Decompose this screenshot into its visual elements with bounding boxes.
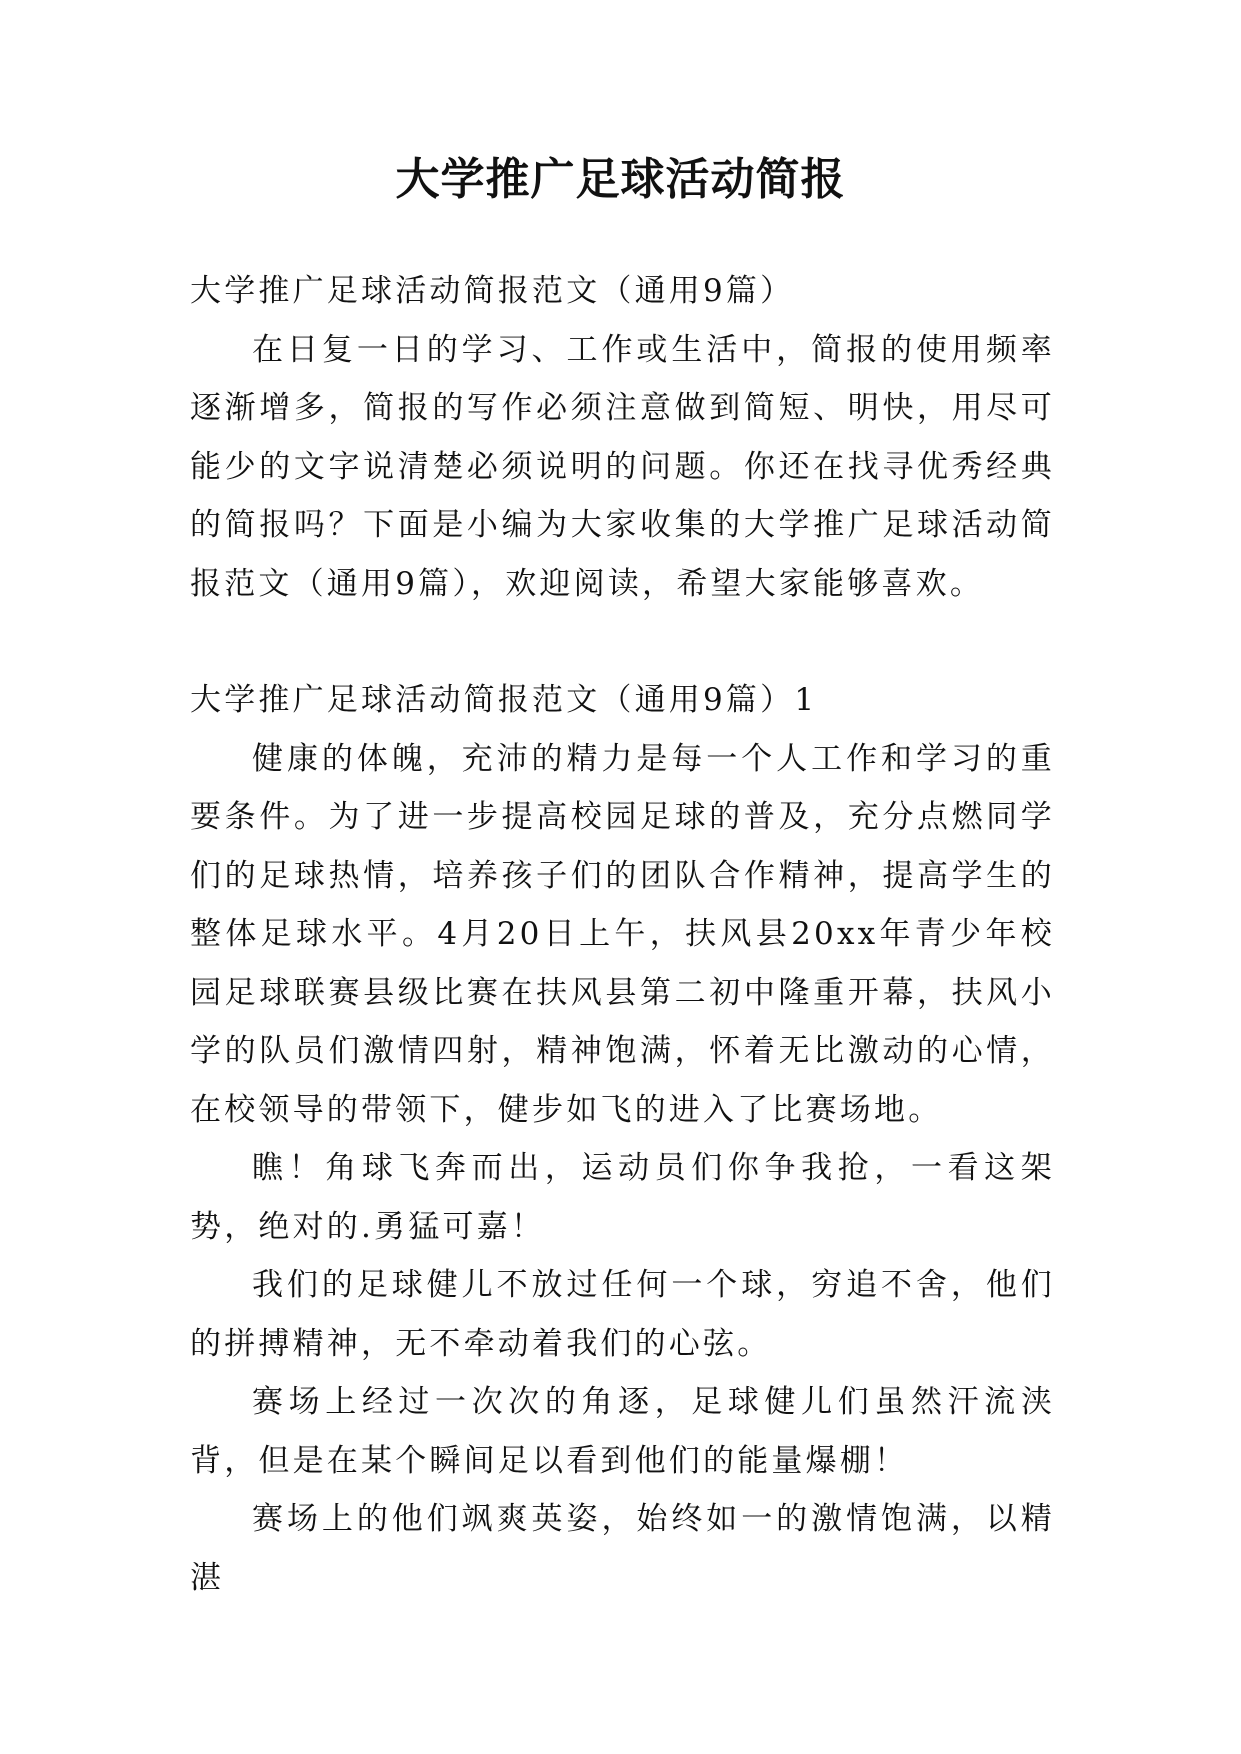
body-paragraph: 健康的体魄，充沛的精力是每一个人工作和学习的重要条件。为了进一步提高校园足球的普及，充分点燃同学们的足球热情，培养孩子们的团队合作精神，提高学生的整体足球水平。4月20日上午，扶风县20xx年青少年校园足球联赛县级比赛在扶风县第二初中隆重开幕，扶风小学的队员们激情四射，精神饱满，怀着无比激动的心情，在校领导的带领下，健步如飞的进入了比赛场地。 — [190, 740, 1055, 1128]
section-heading: 大学推广足球活动简报范文（通用9篇）1 — [190, 682, 818, 718]
section-spacer — [190, 613, 1055, 671]
intro-heading: 大学推广足球活动简报范文（通用9篇） — [190, 273, 795, 309]
body-paragraph: 赛场上经过一次次的角逐，足球健儿们虽然汗流浃背，但是在某个瞬间足以看到他们的能量爆棚！ — [190, 1384, 1055, 1479]
body-paragraph: 我们的足球健儿不放过任何一个球，穷追不舍，他们的拼搏精神，无不牵动着我们的心弦。 — [190, 1267, 1055, 1362]
intro-paragraph: 在日复一日的学习、工作或生活中，简报的使用频率逐渐增多，简报的写作必须注意做到简短、明快，用尽可能少的文字说清楚必须说明的问题。你还在找寻优秀经典的简报吗？下面是小编为大家收集的大学推广足球活动简报范文（通用9篇），欢迎阅读，希望大家能够喜欢。 — [190, 331, 1055, 602]
body-paragraph: 瞧！角球飞奔而出，运动员们你争我抢，一看这架势，绝对的.勇猛可嘉！ — [190, 1150, 1055, 1245]
document-body — [190, 262, 1055, 1607]
body-paragraph: 赛场上的他们飒爽英姿，始终如一的激情饱满，以精湛 — [190, 1501, 1055, 1596]
document-title: 大学推广足球活动简报 — [395, 154, 846, 205]
